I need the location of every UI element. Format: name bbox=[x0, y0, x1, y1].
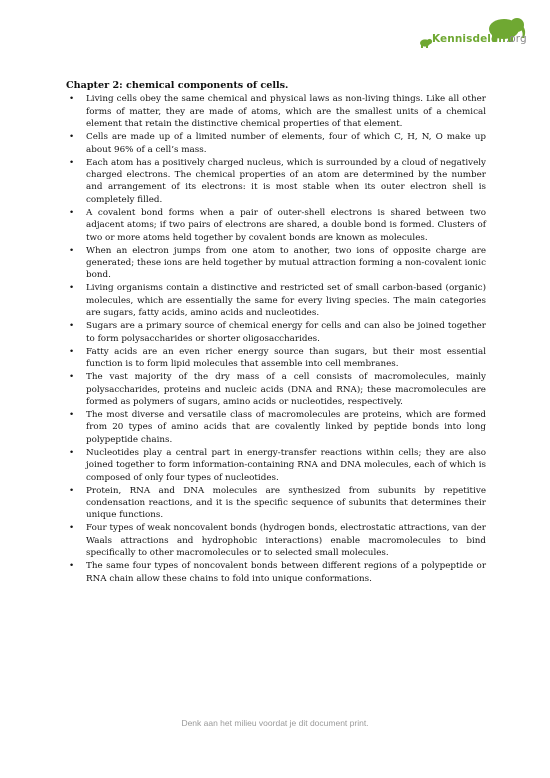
bullet-text: Living organisms contain a distinctive and restricted set of small carbon-based (organic) molecules, which are essentially the same for every living species. The main categories are sugars, fatty acids, amino acids and nucleotides. bbox=[86, 283, 486, 319]
document-body bbox=[66, 80, 486, 586]
bullet-icon: • bbox=[69, 245, 75, 256]
bullet-icon: • bbox=[69, 94, 75, 105]
list-item bbox=[66, 157, 486, 207]
bullet-icon: • bbox=[69, 283, 75, 294]
list-item bbox=[66, 346, 486, 371]
bullet-text: Fatty acids are an even richer energy source than sugars, but their most essential function is to form lipid molecules that assemble into cell membranes. bbox=[86, 346, 486, 370]
list-item bbox=[66, 320, 486, 345]
list-item bbox=[66, 560, 486, 585]
list-item bbox=[66, 245, 486, 282]
list-item bbox=[66, 282, 486, 319]
bullet-text: Nucleotides play a central part in energy-transfer reactions within cells; they are also joined together to form information-containing RNA and DNA molecules, each of which is composed of only four types of nucleotides. bbox=[86, 447, 486, 483]
bullet-text: Each atom has a positively charged nucleus, which is surrounded by a cloud of negatively charged electrons. The chemical properties of an atom are determined by the number and arrangement of its electrons: it is most stable when its outer electron shell is completely filled. bbox=[86, 157, 486, 205]
list-item bbox=[66, 131, 486, 156]
bullet-text: A covalent bond forms when a pair of outer-shell electrons is shared between two adjacent atoms; if two pairs of electrons are shared, a double bond is formed. Clusters of two or more atoms held together by covalent bonds are known as molecules. bbox=[86, 207, 486, 243]
bullet-icon: • bbox=[69, 207, 75, 218]
bullet-text: Living cells obey the same chemical and physical laws as non-living things. Like all other forms of matter, they are made of atoms, which are the smallest units of a chemical element that retain the distinctive chemical properties of that element. bbox=[86, 94, 486, 130]
list-item bbox=[66, 447, 486, 484]
logo-brand-text: Kennisdelen bbox=[432, 33, 506, 45]
bullet-icon: • bbox=[69, 321, 75, 332]
chapter-title: Chapter 2: chemical components of cells. bbox=[66, 80, 289, 91]
bullet-icon: • bbox=[69, 157, 75, 168]
bullet-icon: • bbox=[69, 346, 75, 357]
site-logo[interactable] bbox=[418, 16, 528, 58]
footer-note: Denk aan het milieu voordat je dit document print. bbox=[181, 718, 369, 728]
logo-tld-text: .org bbox=[505, 33, 527, 45]
bullet-icon: • bbox=[69, 447, 75, 458]
bullet-text: Sugars are a primary source of chemical energy for cells and can also be joined together to form polysaccharides or shorter oligosaccharides. bbox=[86, 321, 486, 344]
list-item bbox=[66, 93, 486, 130]
logo-wordmark bbox=[432, 33, 527, 45]
bullet-icon: • bbox=[69, 132, 75, 143]
bullet-text: Cells are made up of a limited number of elements, four of which C, H, N, O make up about 96% of a cell’s mass. bbox=[86, 132, 486, 155]
bullet-list bbox=[66, 93, 486, 585]
bullet-text: The most diverse and versatile class of macromolecules are proteins, which are formed from 20 types of amino acids that are covalently linked by peptide bonds into long polypeptide chains. bbox=[86, 409, 486, 445]
list-item bbox=[66, 409, 486, 446]
bullet-text: Protein, RNA and DNA molecules are synthesized from subunits by repetitive condensation reactions, and it is the specific sequence of subunits that determines their unique functions. bbox=[86, 485, 486, 521]
list-item bbox=[66, 522, 486, 559]
bullet-icon: • bbox=[69, 523, 75, 534]
bullet-text: Four types of weak noncovalent bonds (hydrogen bonds, electrostatic attractions, van der Waals attractions and hydrophobic interactions) enable macromolecules to bind specifically to other macromolecules or to selected small molecules. bbox=[86, 523, 486, 559]
list-item bbox=[66, 371, 486, 408]
bullet-icon: • bbox=[69, 409, 75, 420]
bullet-icon: • bbox=[69, 561, 75, 572]
bullet-icon: • bbox=[69, 485, 75, 496]
bullet-text: The vast majority of the dry mass of a cell consists of macromolecules, mainly polysaccharides, proteins and nucleic acids (DNA and RNA); these macromolecules are formed as polymers of sugars, amino acids or nucleotides, respectively. bbox=[86, 372, 486, 407]
bullet-icon: • bbox=[69, 372, 75, 383]
bullet-text: When an electron jumps from one atom to another, two ions of opposite charge are generated; these ions are held together by mutual attraction forming a non-covalent ionic bond. bbox=[86, 245, 486, 281]
list-item bbox=[66, 485, 486, 522]
bullet-text: The same four types of noncovalent bonds between different regions of a polypeptide or RNA chain allow these chains to fold into unique conformations. bbox=[86, 561, 486, 584]
list-item bbox=[66, 207, 486, 244]
